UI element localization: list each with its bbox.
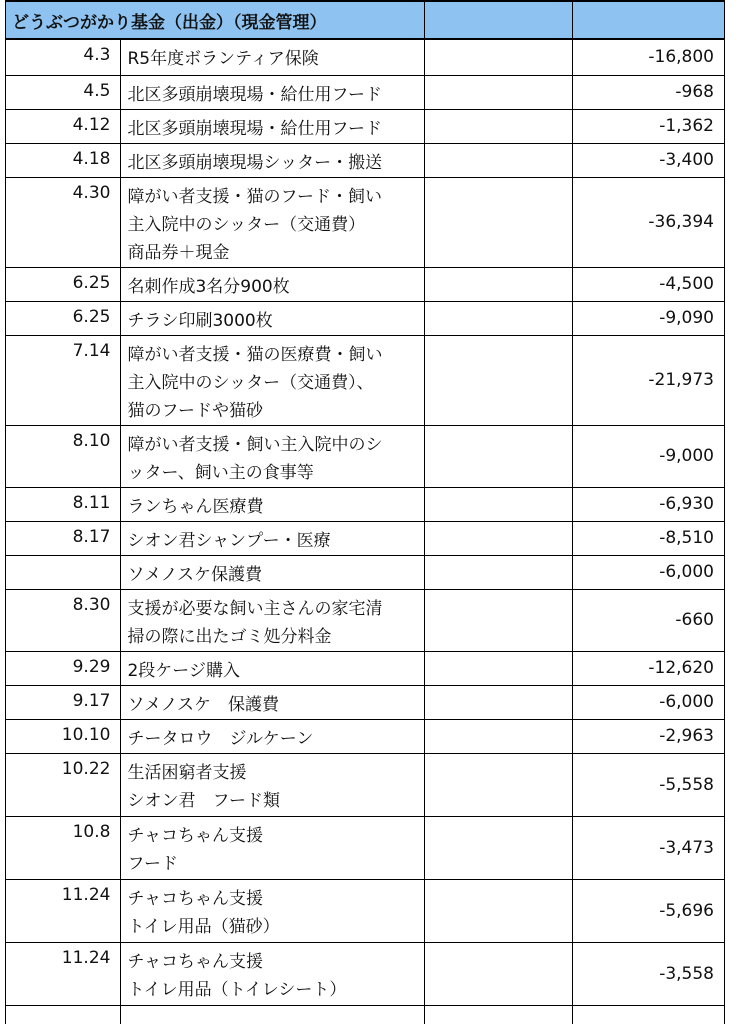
- blank-cell[interactable]: [424, 143, 573, 177]
- date-cell[interactable]: 8.17: [6, 521, 121, 555]
- table-row: [6, 879, 725, 942]
- table-row: [6, 816, 725, 879]
- amount-cell[interactable]: -5,558: [573, 753, 725, 816]
- blank-cell[interactable]: [424, 425, 573, 487]
- description-line: 北区多頭崩壊現場・給仕用フード: [127, 118, 382, 139]
- description-cell[interactable]: [121, 487, 424, 521]
- amount-cell[interactable]: -9,000: [573, 425, 725, 487]
- description-cell[interactable]: [121, 719, 424, 753]
- blank-cell[interactable]: [424, 589, 573, 651]
- table-row: [6, 589, 725, 651]
- description-line: ッター、飼い主の食事等: [127, 462, 314, 483]
- description-line: 北区多頭崩壊現場シッター・搬送: [127, 152, 383, 173]
- blank-cell[interactable]: [424, 335, 573, 425]
- amount-cell[interactable]: -9,090: [573, 301, 725, 335]
- description-cell[interactable]: [121, 301, 424, 335]
- description-cell[interactable]: [121, 177, 424, 267]
- table-row: [6, 487, 725, 521]
- description-line: ランちゃん医療費: [127, 496, 264, 517]
- description-cell[interactable]: [121, 267, 424, 301]
- sheet-title: どうぶつがかり基金（出金）（現金管理）: [6, 1, 425, 39]
- date-cell[interactable]: 11.24: [6, 879, 121, 942]
- description-cell[interactable]: [121, 816, 424, 879]
- date-cell[interactable]: 10.10: [6, 719, 121, 753]
- description-line: 障がい者支援・猫のフード・飼い: [127, 186, 382, 207]
- description-cell[interactable]: [121, 39, 424, 75]
- blank-cell[interactable]: [424, 177, 573, 267]
- description-cell[interactable]: [121, 555, 424, 589]
- blank-cell[interactable]: [424, 1005, 573, 1024]
- blank-cell[interactable]: [424, 719, 573, 753]
- table-row: [6, 301, 725, 335]
- date-cell[interactable]: 6.25: [6, 267, 121, 301]
- blank-cell[interactable]: [424, 521, 573, 555]
- description-cell[interactable]: [121, 335, 424, 425]
- description-line: 商品券＋現金: [127, 242, 230, 263]
- date-cell[interactable]: 4.12: [6, 109, 121, 143]
- description-line: 障がい者支援・猫の医療費・飼い: [127, 344, 383, 365]
- description-line: 主入院中のシッター（交通費）、: [127, 372, 374, 393]
- blank-cell[interactable]: [424, 651, 573, 685]
- blank-cell[interactable]: [424, 301, 573, 335]
- amount-cell[interactable]: -6,000: [573, 685, 725, 719]
- blank-cell[interactable]: [424, 942, 573, 1005]
- description-line: トイレ用品（猫砂）: [127, 916, 280, 937]
- table-row: [6, 942, 725, 1005]
- description-line: R5年度ボランティア保険: [127, 49, 319, 69]
- blank-cell[interactable]: [424, 487, 573, 521]
- table-row: [6, 143, 725, 177]
- amount-cell[interactable]: -3,400: [573, 143, 725, 177]
- table-row: [6, 1005, 725, 1024]
- description-line: チラシ印刷3000枚: [127, 310, 273, 331]
- table-row: [6, 685, 725, 719]
- description-cell[interactable]: [121, 685, 424, 719]
- amount-cell[interactable]: -21,973: [573, 335, 725, 425]
- table-row: [6, 719, 725, 753]
- amount-cell[interactable]: -3,473: [573, 816, 725, 879]
- description-line: 掃の際に出たゴミ処分料金: [127, 626, 332, 647]
- cash-outflow-table: [5, 0, 725, 1024]
- date-cell[interactable]: 4.3: [6, 39, 121, 75]
- amount-cell[interactable]: -12,620: [573, 651, 725, 685]
- description-cell[interactable]: [121, 942, 424, 1005]
- description-cell[interactable]: [121, 589, 424, 651]
- blank-cell[interactable]: [424, 879, 573, 942]
- header-amount-cell: [573, 1, 725, 39]
- date-cell[interactable]: 7.14: [6, 335, 121, 425]
- description-cell[interactable]: [121, 521, 424, 555]
- amount-cell[interactable]: -4,500: [573, 267, 725, 301]
- table-row: [6, 651, 725, 685]
- description-line: 北区多頭崩壊現場・給仕用フード: [127, 84, 382, 105]
- date-cell[interactable]: 9.29: [6, 651, 121, 685]
- blank-cell[interactable]: [424, 109, 573, 143]
- blank-cell[interactable]: [424, 685, 573, 719]
- description-cell[interactable]: [121, 651, 424, 685]
- description-line: チャコちゃん支援: [127, 951, 263, 972]
- table-header-row: [6, 1, 725, 39]
- date-cell[interactable]: 10.8: [6, 816, 121, 879]
- date-cell[interactable]: 4.18: [6, 143, 121, 177]
- date-cell[interactable]: 8.30: [6, 589, 121, 651]
- description-line: 猫のフードや猫砂: [127, 400, 263, 421]
- table-row: [6, 521, 725, 555]
- description-line: シオン君 フード類: [127, 790, 280, 811]
- date-cell[interactable]: 8.11: [6, 487, 121, 521]
- date-cell[interactable]: 4.5: [6, 75, 121, 109]
- date-cell[interactable]: [6, 555, 121, 589]
- amount-cell[interactable]: -2,963: [573, 719, 725, 753]
- blank-cell[interactable]: [424, 816, 573, 879]
- description-cell[interactable]: [121, 143, 424, 177]
- table-row: [6, 425, 725, 487]
- amount-cell[interactable]: -5,696: [573, 879, 725, 942]
- amount-cell[interactable]: -36,394: [573, 177, 725, 267]
- description-line: 2段ケージ購入: [127, 660, 240, 681]
- amount-cell[interactable]: -6,000: [573, 555, 725, 589]
- amount-cell[interactable]: [573, 1005, 725, 1024]
- description-line: チャコちゃん支援: [127, 888, 263, 909]
- blank-cell[interactable]: [424, 39, 573, 75]
- date-cell[interactable]: 11.24: [6, 942, 121, 1005]
- description-line: シオン君シャンプー・医療: [127, 530, 331, 551]
- table-row: [6, 555, 725, 589]
- amount-cell[interactable]: -660: [573, 589, 725, 651]
- table-row: [6, 335, 725, 425]
- amount-cell[interactable]: -3,558: [573, 942, 725, 1005]
- amount-cell[interactable]: -6,930: [573, 487, 725, 521]
- blank-cell[interactable]: [424, 555, 573, 589]
- table-row: [6, 109, 725, 143]
- blank-cell[interactable]: [424, 267, 573, 301]
- description-line: ソメノスケ 保護費: [127, 694, 279, 715]
- description-line: チャコちゃん支援: [127, 825, 263, 846]
- table-row: [6, 39, 725, 75]
- description-cell[interactable]: [121, 1005, 424, 1024]
- description-line: 主入院中のシッター（交通費）: [127, 214, 366, 235]
- date-cell[interactable]: 9.17: [6, 685, 121, 719]
- table-row: [6, 753, 725, 816]
- description-cell[interactable]: [121, 425, 424, 487]
- amount-cell[interactable]: -968: [573, 75, 725, 109]
- amount-cell[interactable]: -16,800: [573, 39, 725, 75]
- date-cell[interactable]: 10.22: [6, 753, 121, 816]
- description-line: ソメノスケ保護費: [127, 564, 262, 585]
- date-cell[interactable]: 8.10: [6, 425, 121, 487]
- description-cell[interactable]: [121, 753, 424, 816]
- description-line: 名刺作成3名分900枚: [127, 276, 290, 297]
- description-line: フード: [127, 853, 178, 874]
- description-line: チータロウ ジルケーン: [127, 728, 314, 749]
- amount-cell[interactable]: -8,510: [573, 521, 725, 555]
- description-line: 生活困窮者支援: [127, 762, 247, 783]
- description-line: 支援が必要な飼い主さんの家宅清: [127, 598, 383, 619]
- header-blank-cell: [424, 1, 573, 39]
- table-row: [6, 267, 725, 301]
- description-cell[interactable]: [121, 109, 424, 143]
- amount-cell[interactable]: -1,362: [573, 109, 725, 143]
- table-row: [6, 75, 725, 109]
- description-line: トイレ用品（トイレシート）: [127, 979, 347, 1000]
- date-cell[interactable]: [6, 1005, 121, 1024]
- description-line: 障がい者支援・飼い主入院中のシ: [127, 434, 383, 455]
- blank-cell[interactable]: [424, 753, 573, 816]
- description-cell[interactable]: [121, 879, 424, 942]
- blank-cell[interactable]: [424, 75, 573, 109]
- date-cell[interactable]: 6.25: [6, 301, 121, 335]
- description-cell[interactable]: [121, 75, 424, 109]
- table-row: [6, 177, 725, 267]
- date-cell[interactable]: 4.30: [6, 177, 121, 267]
